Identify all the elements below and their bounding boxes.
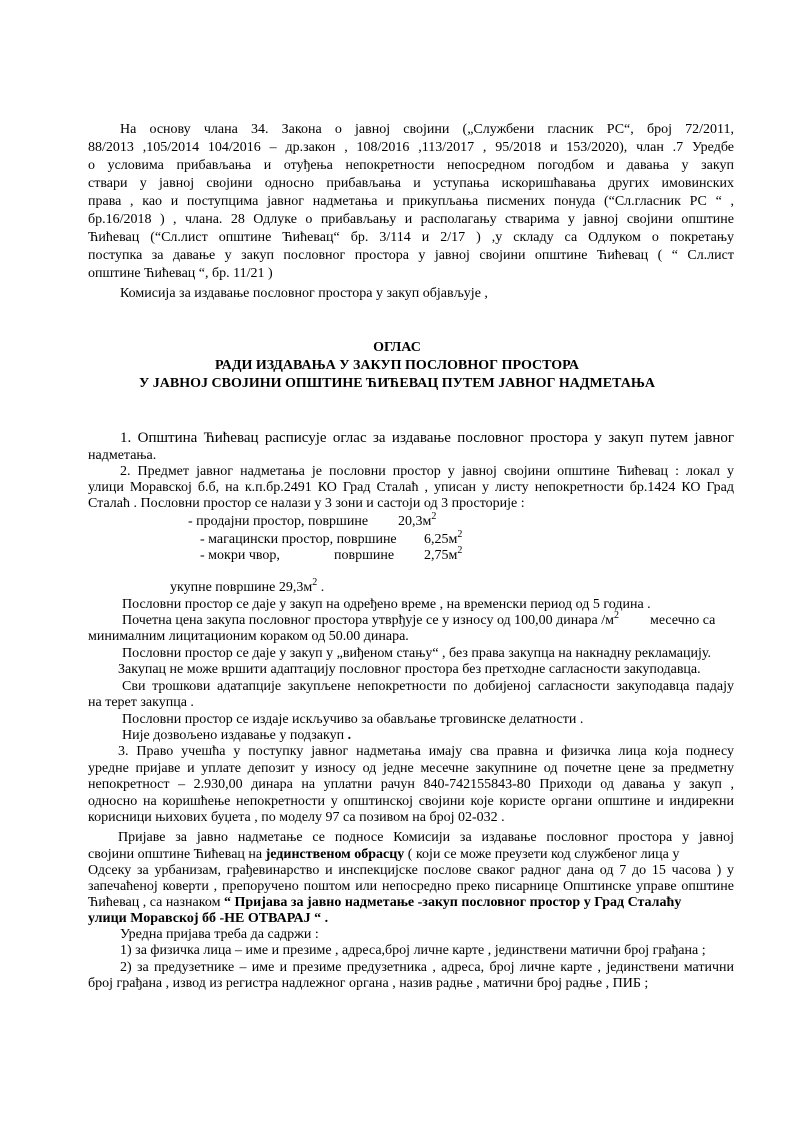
condition-line: Није дозвољено издавање у подзакуп . — [122, 728, 352, 743]
room-item: - магацински простор, површине — [200, 532, 397, 547]
intro-line: права , као и поступцима јавног надметања и прикупљања писмених понуда (“Сл.гласник РС “ , — [88, 194, 734, 209]
condition-line: минималним лицитационим кораком од 50.00 динара. — [88, 629, 409, 644]
point-1: надметања. — [88, 448, 157, 463]
condition-line: Закупац не може вршити адаптацију пословног простора без претходне сагласности закуподавца. — [118, 662, 701, 677]
room-area: $2,75м^2$ — [424, 545, 463, 563]
room-item: - мокри чвор, — [200, 548, 280, 563]
intro-line: општине Ћићевац “, бр. 11/21 ) — [88, 266, 273, 281]
condition-line: Почетна цена закупа пословног простора утврђује се у износу од 100,00 динара $/м^2$ — [122, 610, 619, 628]
requirement-item: 1) за физичка лица – име и презиме , адреса,број личне карте , јединствени матични број грађана ; — [120, 943, 706, 958]
condition-line: Пословни простор се издаје искључиво за обављање трговинске делатности . — [122, 712, 584, 727]
commission-line: Комисија за издавање пословног простора у закуп објављује , — [120, 286, 488, 301]
submission-line: Ћићевац , са назнаком “ Пријава за јавно надметање -закуп пословног простор у Град Сталаћу — [88, 895, 682, 910]
notice-title: ОГЛАС — [373, 340, 421, 355]
room-area: $6,25м^2$ — [424, 529, 463, 547]
point-2: 2. Предмет јавног надметања је пословни простор у јавној својини општине Ћићевац : локал у — [120, 464, 734, 479]
notice-subtitle: РАДИ ИЗДАВАЊА У ЗАКУП ПОСЛОВНОГ ПРОСТОРА — [214, 358, 580, 373]
point-2: Сталаћ . Пословни простор се налази у 3 зони и састоји од 3 просторије : — [88, 496, 525, 511]
requirements-title: Уредна пријава треба да садржи : — [120, 927, 319, 942]
condition-line: Сви трошкови адатапције закупљене непокретности по добијеној сагласности закуподавца падају — [122, 679, 734, 694]
intro-line: поступка за давање у закуп пословног простора у јавној својини општине Ћићевац ( “ Сл.лист — [88, 248, 734, 263]
total-area: укупне површине $29,3м^2$ . — [170, 577, 325, 595]
intro-line: бр.16/2018 ) , члана. 28 Одлуке о прибављању и располагању стварима у јавној својини општине — [88, 212, 734, 227]
intro-line: Ћићевац (“Сл.лист општине Ћићевац“ бр. 3/114 и 2/17 ) ,у складу са Одлуком о покретању — [88, 230, 734, 245]
condition-line: на терет закупца . — [88, 695, 194, 710]
submission-line: Пријаве за јавно надметање се подносе Комисији за издавање пословног простора у јавној — [118, 830, 734, 845]
submission-line: улици Моравској бб -НЕ ОТВАРАЈ “ . — [88, 911, 329, 926]
intro-line: ствари у јавној својини односно прибављања и уступања искоришћавања других имовинских — [88, 176, 734, 191]
point-3: уредне пријаве и уплате депозит у износу од једне месечне закупнине од почетне цене за предметну — [88, 761, 734, 776]
submission-line: запечаћеној коверти , препоручено поштом или непосредно преко писарнице Општинске управе општине — [88, 879, 734, 894]
point-2: улици Моравској б.б, на к.п.бр.2491 КО Град Сталаћ , уписан у листу непокретности бр.1424 КО Град — [88, 480, 734, 495]
point-3: непокретност – 2.930,00 динара на уплатни рачун 840-742155843-80 Приходи од давања у закуп , — [88, 777, 734, 792]
room-label: површине — [334, 548, 395, 563]
intro-line: На основу члана 34. Закона о јавној својини („Службени гласник РС“, број 72/2011, — [120, 122, 734, 137]
room-item: - продајни простор, површине — [188, 514, 369, 529]
submission-line: својини општине Ћићевац на јединственом обрасцу ( који се може преузети код службеног лица у — [88, 847, 680, 862]
point-3: односно на коришћење непокретности у општинској својини које користе органи општине и индирекни — [88, 794, 734, 809]
intro-line: о условима прибављања и отуђења непокретности непосредном погодбом и давања у закуп — [88, 158, 734, 173]
point-3: корисници њихових буџета , по моделу 97 са позивом на број 02-032 . — [88, 810, 505, 825]
submission-line: Одсеку за урбанизам, грађевинарство и инспекцијске послове сваког радног дана од 7 до 15 часова ) у — [88, 863, 734, 878]
condition-line: Пословни простор се даје у закуп у „виђеном стању“ , без права закупца на накнадну рекламацију. — [122, 646, 711, 661]
notice-subtitle: У ЈАВНОЈ СВОЈИНИ ОПШТИНЕ ЋИЋЕВАЦ ПУТЕМ ЈАВНОГ НАДМЕТАЊА — [139, 376, 655, 391]
condition-line: Пословни простор се даје у закуп на одређено време , на временски период од 5 година . — [122, 597, 651, 612]
point-1: 1. Општина Ћићевац расписује оглас за издавање пословног простора у закуп путем јавног — [120, 430, 734, 446]
intro-line: 88/2013 ,105/2014 104/2016 – др.закон , 108/2016 ,113/2017 , 95/2018 и 153/2020), члан .7 Уредбе — [88, 140, 734, 155]
point-3: 3. Право учешћа у поступку јавног надметања имају сва правна и физичка лица која поднесу — [118, 744, 734, 759]
room-area: $20,3м^2$ — [398, 511, 437, 529]
requirement-item: 2) за предузетнике – име и презиме предузетника , адреса, број личне карте , јединствени матични — [120, 960, 734, 975]
requirement-item: број грађана , извод из регистра надлежног органа , назив радње , матични број радње , ПИБ ; — [88, 976, 649, 991]
condition-line: месечно са — [650, 613, 716, 628]
